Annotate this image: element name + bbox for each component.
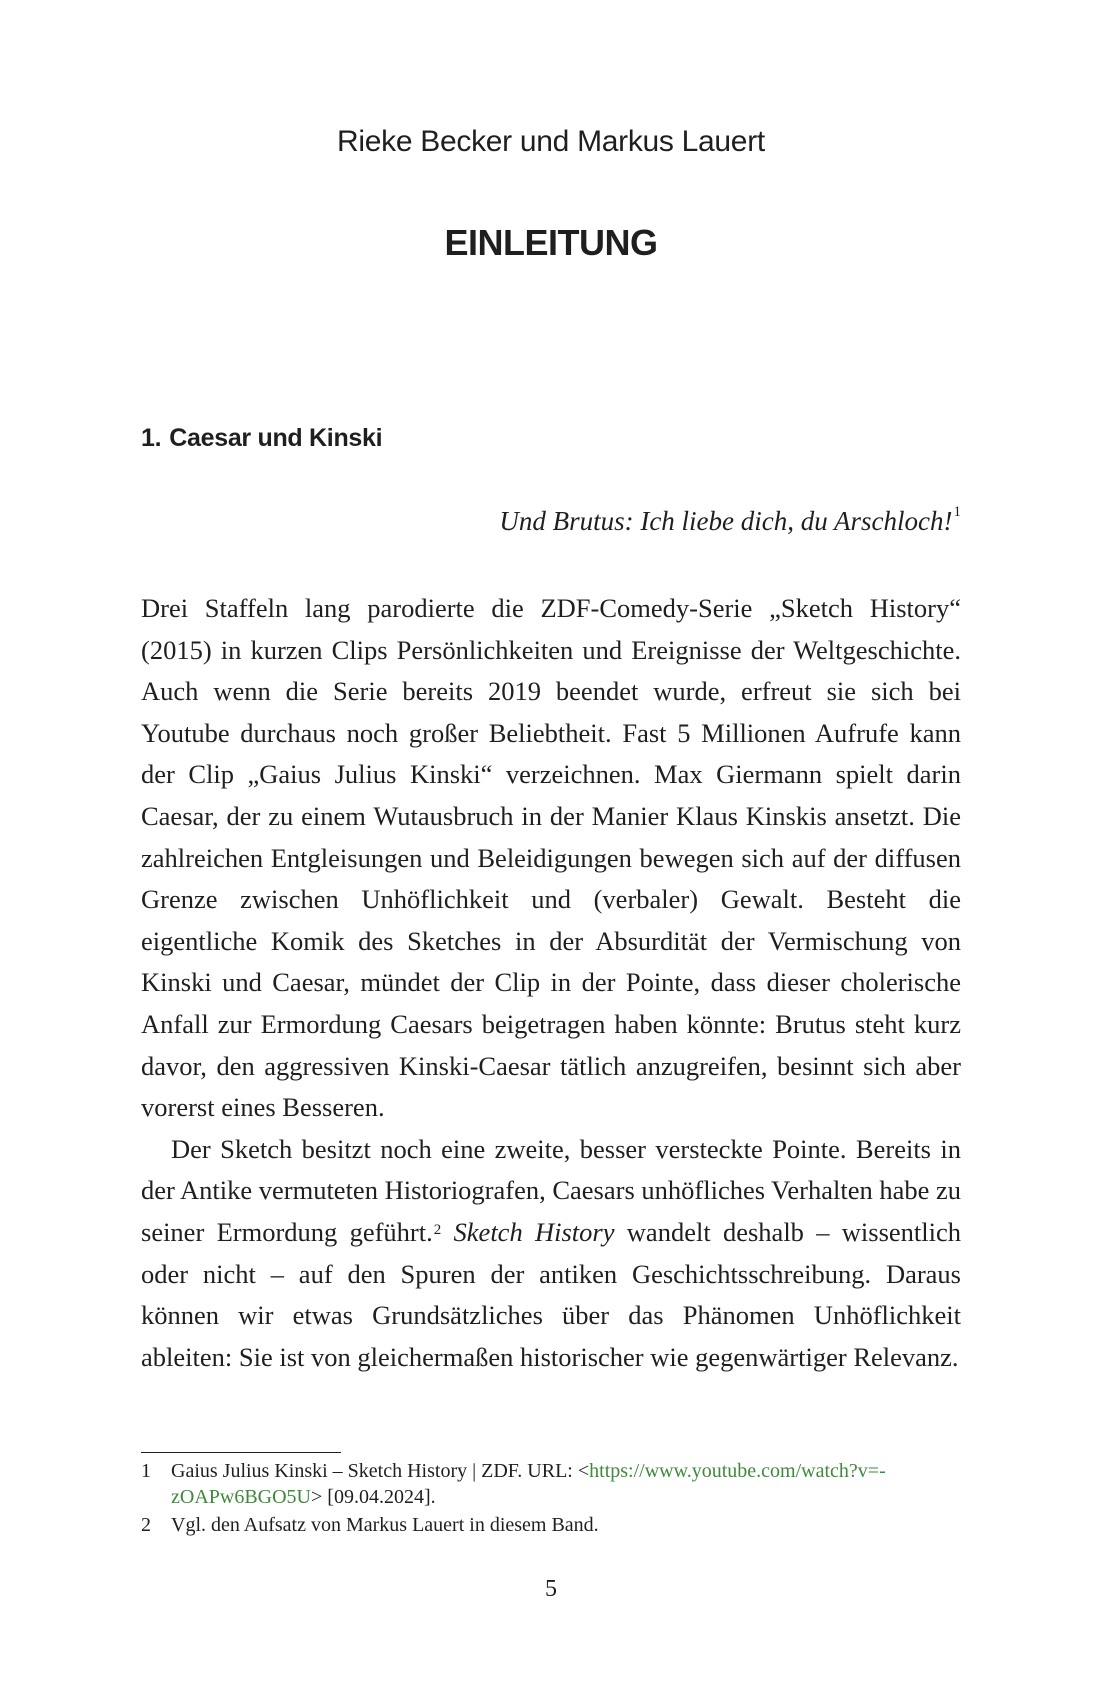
footnote-1	[141, 1458, 961, 1510]
epigraph-text: Und Brutus: Ich liebe dich, du Arschloch!	[499, 506, 953, 536]
footnotes	[141, 1458, 961, 1540]
page-number: 5	[545, 1576, 557, 1602]
footnote-text	[171, 1458, 961, 1510]
body-text	[141, 588, 961, 1378]
paragraph-2	[141, 1129, 961, 1379]
footnote-1-after: > [09.04.2024].	[311, 1486, 436, 1508]
epigraph	[499, 506, 961, 537]
footnote-number: 1	[141, 1460, 151, 1482]
italic-title: Sketch History	[453, 1216, 615, 1247]
youtube-link[interactable]: https://www.youtube.com/watch?v=-zOAPw6BGO5U	[171, 1460, 886, 1508]
footnote-1-before: Gaius Julius Kinski – Sketch History | ZDF. URL: <	[171, 1460, 590, 1482]
paragraph-1: Drei Staffeln lang parodierte die ZDF-Comedy-Serie „Sketch History“ (2015) in kurzen Clips Persönlichkeiten und Ereignisse der Weltgeschichte. Auch wenn die Serie bereits 2019 beendet wurde, erfreut sie sich bei Youtube durchaus noch großer Beliebtheit. Fast 5 Millionen Aufrufe kann der Clip „Gaius Julius Kinski“ verzeichnen. Max Giermann spielt darin Caesar, der zu einem Wutausbruch in der Manier Klaus Kinskis ansetzt. Die zahlreichen Entgleisungen und Beleidigungen bewegen sich auf der diffusen Grenze zwischen Unhöflichkeit und (verbaler) Gewalt. Besteht die eigentliche Komik des Sketches in der Absurdität der Vermischung von Kinski und Caesar, mündet der Clip in der Pointe, dass dieser cholerische Anfall zur Ermordung Caesars beigetragen haben könnte: Brutus steht kurz davor, den aggressiven Kinski-Caesar tätlich anzugreifen, besinnt sich aber vorerst eines Besseren.	[141, 593, 961, 1123]
section-title: Caesar und Kinski	[169, 424, 383, 452]
section-heading	[141, 424, 382, 453]
footnote-text: Vgl. den Aufsatz von Markus Lauert in diesem Band.	[171, 1514, 599, 1536]
footnote-number: 2	[141, 1514, 151, 1536]
footnote-ref-1[interactable]: 1	[953, 504, 961, 520]
chapter-title: EINLEITUNG	[444, 222, 658, 263]
footnote-divider	[141, 1452, 341, 1453]
section-number: 1.	[141, 424, 162, 452]
footnote-2	[141, 1512, 961, 1538]
paragraph-2-part-2: wandelt deshalb – wissentlich oder nicht – auf den Spuren der antiken Geschichtsschreibung. Daraus können wir etwas Grundsätzliches über das Phänomen Unhöflichkeit ableiten: Sie ist von gleichermaßen historischer wie gegenwärtiger Relevanz.	[141, 1216, 962, 1372]
authors-line: Rieke Becker und Markus Lauert	[337, 125, 765, 158]
paragraph-2-part-1: Der Sketch besitzt noch eine zweite, besser versteckte Pointe. Bereits in der Antike vermuteten Historiografen, Caesars unhöfliches Verhalten habe zu seiner Ermordung geführt.	[141, 1133, 961, 1247]
footnote-ref-2[interactable]: 2	[433, 1221, 442, 1238]
